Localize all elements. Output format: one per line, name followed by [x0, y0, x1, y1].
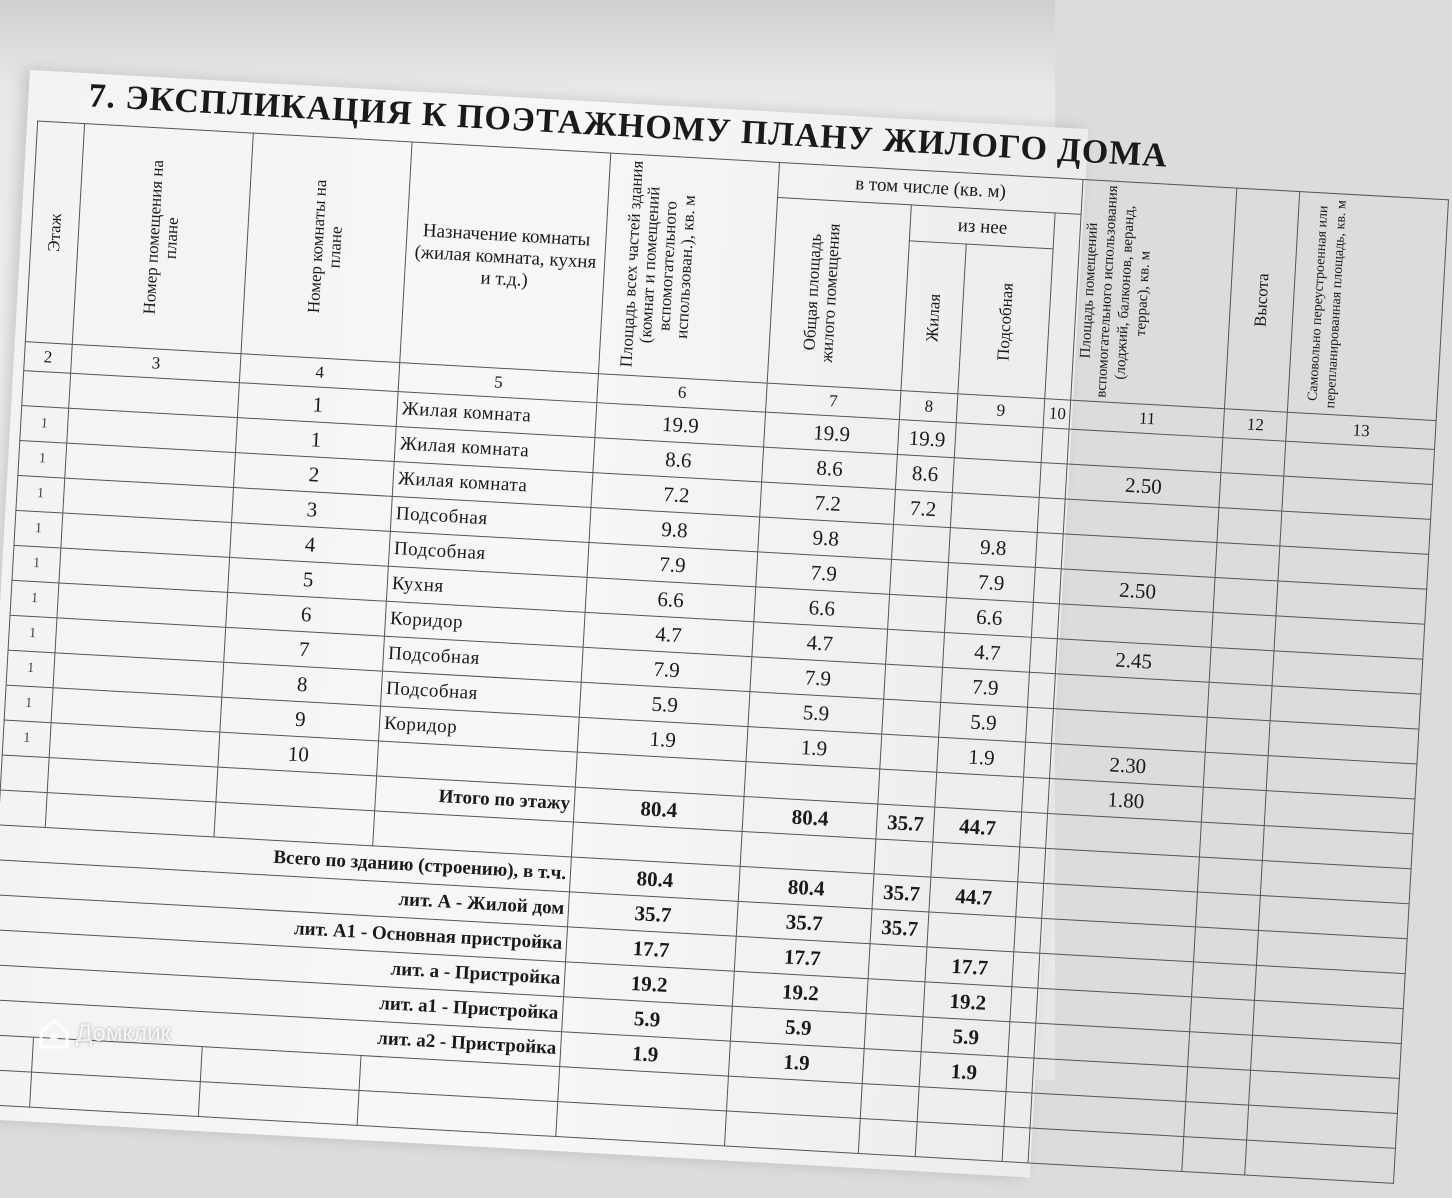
empty-cell: [1194, 927, 1259, 965]
floor-cell: 1: [14, 510, 63, 548]
floor-cell: 1: [8, 615, 57, 653]
floor-total-living: 35.7: [876, 804, 935, 842]
header-general-area: Общая площадь жилого помещения: [799, 222, 844, 363]
lit-living-cell: [866, 979, 925, 1017]
floor-total-label: Итого по этажу: [375, 776, 576, 822]
room-name-cell: Подсобная: [389, 531, 590, 577]
header-of-which: из нее: [909, 205, 1055, 249]
unauthorized-cell: [1215, 543, 1280, 581]
header-unauthorized: Самовольно переустроенная или перепланированная площадь, кв. м: [1305, 199, 1350, 409]
lit-general-cell: 17.7: [734, 936, 870, 978]
room-number-cell: 2: [234, 453, 395, 497]
unauthorized-cell: [1206, 717, 1271, 755]
aux-use-area-cell: [1026, 707, 1054, 743]
aux-area-cell: [953, 458, 1042, 498]
empty-cell: [1190, 997, 1255, 1035]
empty-cell: [1008, 1022, 1036, 1058]
watermark-text: Домклик: [76, 1020, 172, 1047]
floor-cell: 1: [12, 545, 61, 583]
living-area-cell: [882, 699, 941, 737]
unauthorized-cell: [1202, 787, 1267, 825]
general-area-cell: 6.6: [754, 587, 890, 629]
total-area-cell: 8.6: [593, 438, 764, 482]
room-number-cell: 5: [228, 557, 389, 601]
unauthorized-cell: [1204, 752, 1269, 790]
lit-general-cell: 1.9: [729, 1041, 865, 1083]
living-area-cell: [888, 594, 947, 632]
lit-living-cell: 35.7: [870, 909, 929, 947]
lit-living-cell: [862, 1049, 921, 1087]
empty-cell: [1186, 1067, 1251, 1105]
explication-table: [0, 120, 1449, 1183]
aux-use-area-cell: [1042, 428, 1070, 464]
aux-use-area-cell: [1032, 602, 1060, 638]
floor-cell: 1: [4, 685, 53, 723]
room-number-cell: 9: [220, 697, 381, 741]
empty-cell: [1010, 987, 1038, 1023]
living-area-cell: [890, 559, 949, 597]
living-area-cell: 19.9: [898, 420, 957, 458]
total-area-cell: 7.2: [591, 473, 762, 517]
building-total-area: 80.4: [570, 857, 741, 901]
aux-use-area-cell: [1022, 777, 1050, 813]
house-logo-icon: [38, 1018, 70, 1050]
general-area-cell: 19.9: [764, 412, 900, 454]
header-total-area: Площадь всех частей здания (комнат и помещений вспомогательного использован.), кв. м: [616, 160, 700, 368]
column-number: 6: [597, 374, 767, 412]
header-room-no: Номер комнаты на плане: [304, 178, 346, 314]
column-number: 7: [766, 383, 901, 419]
lit-living-cell: [864, 1014, 923, 1052]
lit-total-cell: 19.2: [564, 962, 735, 1006]
living-area-cell: [878, 769, 937, 807]
header-aux-use-area: Площадь помещений вспомогательного использования (лоджий, балконов, веранд, террас), кв. м: [1078, 184, 1155, 398]
floor-total-area: 80.4: [574, 787, 745, 831]
room-name-cell: Подсобная: [390, 496, 591, 542]
living-area-cell: [884, 664, 943, 702]
aux-area-cell: 7.9: [947, 563, 1036, 603]
lit-label-cell: лит. а - Пристройка: [0, 930, 566, 997]
aux-area-cell: 6.6: [945, 598, 1034, 638]
room-name-cell: Коридор: [379, 706, 580, 752]
empty-cell: [1014, 917, 1042, 953]
general-area-cell: 7.9: [750, 657, 886, 699]
general-area-cell: 9.8: [758, 517, 894, 559]
lit-aux-cell: 1.9: [919, 1052, 1008, 1092]
floor-total-general: 80.4: [742, 797, 878, 839]
total-area-cell: 1.9: [577, 717, 748, 761]
empty-cell: [1192, 962, 1257, 1000]
lit-aux-cell: 17.7: [925, 947, 1014, 987]
aux-area-cell: 9.8: [949, 528, 1038, 568]
lit-living-cell: [868, 944, 927, 982]
room-number-cell: 6: [226, 592, 387, 636]
general-area-cell: 7.9: [756, 552, 892, 594]
unauthorized-cell: [1219, 473, 1284, 511]
building-total-living: 35.7: [872, 874, 931, 912]
aux-use-area-cell: [1028, 672, 1056, 708]
building-total-aux: 44.7: [929, 877, 1018, 917]
column-number: 13: [1286, 412, 1436, 449]
height-cell: 1.80: [1048, 779, 1204, 823]
room-number-cell: 3: [232, 488, 393, 532]
aux-area-cell: [935, 772, 1024, 812]
column-number: 8: [899, 391, 958, 423]
document-title: 7. ЭКСПЛИКАЦИЯ К ПОЭТАЖНОМУ ПЛАНУ ЖИЛОГО ДОМА: [87, 77, 1169, 175]
room-number-cell: 4: [230, 522, 391, 566]
column-number: 12: [1223, 409, 1287, 441]
unauthorized-cell: [1212, 612, 1277, 650]
aux-area-cell: [951, 493, 1040, 533]
room-name-cell: Жилая комната: [392, 461, 593, 507]
lit-total-cell: 5.9: [562, 997, 733, 1041]
floor-cell: 1: [6, 650, 55, 688]
aux-use-area-cell: [1040, 463, 1068, 499]
unauthorized-cell: [1208, 682, 1273, 720]
total-area-cell: 7.9: [587, 542, 758, 586]
total-area-cell: 7.9: [581, 647, 752, 691]
lit-aux-cell: [927, 912, 1016, 952]
floor-cell: 1: [18, 441, 67, 479]
living-area-cell: [880, 734, 939, 772]
aux-area-cell: 5.9: [939, 702, 1028, 742]
total-area-cell: 5.9: [579, 682, 750, 726]
aux-use-area-cell: [1030, 637, 1058, 673]
aux-use-area-cell: [1038, 498, 1066, 534]
room-number-cell: 7: [224, 627, 385, 671]
floor-cell: 1: [20, 406, 69, 444]
general-area-cell: 5.9: [748, 692, 884, 734]
header-auxiliary: Подсобная: [993, 281, 1018, 361]
lit-general-cell: 35.7: [736, 901, 872, 943]
room-name-cell: Подсобная: [381, 671, 582, 717]
general-area-cell: 7.2: [760, 482, 896, 524]
general-area-cell: 4.7: [752, 622, 888, 664]
general-area-cell: 8.6: [762, 447, 898, 489]
living-area-cell: [892, 524, 951, 562]
lit-total-cell: 1.9: [560, 1032, 731, 1076]
unauthorized-cell: [1214, 577, 1279, 615]
total-area-cell: 6.6: [585, 577, 756, 621]
floor-cell: 1: [16, 475, 65, 513]
general-area-cell: 1.9: [746, 727, 882, 769]
header-unit-no: Номер помещения на плане: [139, 159, 183, 315]
unauthorized-cell: [1217, 508, 1282, 546]
total-area-cell: 4.7: [583, 612, 754, 656]
floor-cell: 1: [2, 720, 51, 758]
living-area-cell: [886, 629, 945, 667]
column-number: 4: [240, 354, 400, 392]
column-number: 10: [1044, 399, 1072, 429]
column-number: 3: [71, 344, 241, 382]
header-purpose: Назначение комнаты (жилая комната, кухня и т.д.): [414, 220, 597, 292]
column-number: 2: [24, 342, 73, 374]
lit-label-cell: лит. а1 - Пристройка: [0, 965, 564, 1032]
aux-area-cell: 4.7: [943, 632, 1032, 672]
total-area-cell: 9.8: [589, 508, 760, 552]
empty-cell: [1006, 1057, 1034, 1093]
aux-area-cell: 1.9: [937, 737, 1026, 777]
room-number-cell: 10: [218, 732, 379, 776]
column-number: 5: [398, 363, 598, 403]
building-total-label: Всего по зданию (строению), в т.ч.: [0, 825, 572, 892]
aux-use-area-cell: [1036, 532, 1064, 568]
floor-cell: 1: [10, 580, 59, 618]
floor-total-aux: 44.7: [933, 807, 1022, 847]
room-name-cell: Жилая комната: [394, 427, 595, 473]
height-cell: 2.50: [1060, 569, 1216, 613]
height-cell: 2.30: [1050, 744, 1206, 788]
building-total-general: 80.4: [738, 866, 874, 908]
aux-area-cell: [955, 423, 1044, 463]
height-cell: 2.50: [1066, 464, 1222, 508]
living-area-cell: 8.6: [896, 455, 955, 493]
header-height: Высота: [1250, 272, 1273, 328]
height-cell: 2.45: [1056, 639, 1212, 683]
lit-label-cell: лит. а2 - Пристройка: [0, 1000, 562, 1067]
room-name-cell: Подсобная: [383, 636, 584, 682]
domclick-watermark: [38, 1018, 171, 1050]
room-number-cell: 8: [222, 662, 383, 706]
header-living: Жилая: [922, 292, 945, 342]
unauthorized-cell: [1221, 438, 1286, 476]
lit-total-cell: 17.7: [566, 927, 737, 971]
room-number-cell: 1: [238, 383, 399, 427]
aux-area-cell: 7.9: [941, 667, 1030, 707]
lit-aux-cell: 19.2: [923, 982, 1012, 1022]
lit-general-cell: 19.2: [732, 971, 868, 1013]
lit-label-cell: лит. А1 - Основная пристройка: [0, 895, 568, 962]
aux-use-area-cell: [1024, 742, 1052, 778]
aux-use-area-cell: [1034, 567, 1062, 603]
total-area-cell: 19.9: [595, 403, 766, 447]
lit-general-cell: 5.9: [731, 1006, 867, 1048]
empty-cell: [1188, 1032, 1253, 1070]
room-name-cell: Жилая комната: [396, 392, 597, 438]
column-number: 9: [957, 394, 1046, 428]
empty-cell: [1012, 952, 1040, 988]
lit-aux-cell: 5.9: [921, 1017, 1010, 1057]
column-number: 11: [1070, 400, 1225, 438]
room-name-cell: Коридор: [385, 601, 586, 647]
lit-label-cell: лит. А - Жилой дом: [0, 860, 570, 927]
unauthorized-cell: [1210, 647, 1275, 685]
header-including: в том числе (кв. м): [778, 162, 1084, 214]
floor-cell: [22, 371, 71, 409]
room-name-cell: Кухня: [387, 566, 588, 612]
document-sheet: [0, 70, 1371, 1178]
header-floor: Этаж: [43, 213, 66, 253]
lit-total-cell: 35.7: [568, 892, 739, 936]
room-number-cell: 1: [236, 418, 397, 462]
living-area-cell: 7.2: [894, 489, 953, 527]
